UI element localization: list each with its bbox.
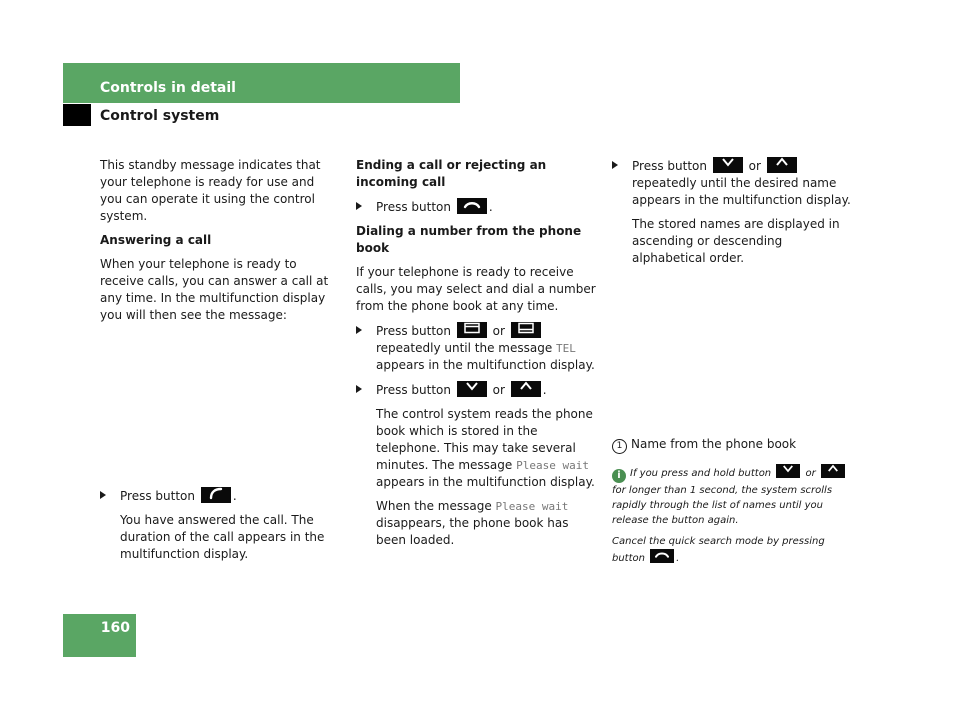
chevron-down-icon [457,381,487,397]
display-message-please-wait: Please wait [516,459,589,472]
info-icon: i [612,469,626,483]
section-marker [63,104,91,126]
figure-caption: 1 Name from the phone book [612,437,796,454]
column-left [100,157,340,570]
note-hold-button: i If you press and hold button or for longer than 1 second, the system scrolls rapidly through the list of names until you release the button again. [612,464,852,528]
info-note [612,464,852,572]
step-select-name: Press button or repeatedly until the desired name appears in the multifunction display. [612,157,852,209]
heading-dialing: Dialing a number from the phone book [356,224,582,255]
page-number: 160 [63,614,136,657]
bullet-arrow-icon [100,491,106,499]
section-title: Controls in detail [100,80,236,96]
answer-result: You have answered the call. The duration of the call appears in the multifunction display. [120,513,325,561]
column-right [612,157,852,274]
bullet-arrow-icon [612,161,618,169]
step-hangup: Press button . [356,198,599,216]
display-message-please-wait: Please wait [495,500,569,513]
phone-hangup-icon [457,198,487,214]
heading-answering: Answering a call [100,233,212,247]
display-message-tel: TEL [556,342,576,355]
step-scroll: Press button or . [356,381,599,399]
phone-answer-icon [201,487,231,503]
display-image-placeholder [100,331,340,487]
answering-text: When your telephone is ready to receive calls, you can answer a call at any time. In the multifunction display you will then see the message: [100,257,329,322]
section-subtitle: Control system [100,108,220,124]
chevron-up-icon [821,464,845,478]
display-prev-icon [457,322,487,338]
bullet-arrow-icon [356,202,362,210]
step-answer: Press button . [100,487,340,505]
phone-hangup-icon [650,549,674,563]
chevron-up-icon [511,381,541,397]
heading-ending: Ending a call or rejecting an incoming call [356,158,547,189]
display-next-icon [511,322,541,338]
chevron-down-icon [776,464,800,478]
intro-text: This standby message indicates that your telephone is ready for use and you can operate it using the control system. [100,158,321,223]
bullet-arrow-icon [356,385,362,393]
chevron-up-icon [767,157,797,173]
note-cancel-search: Cancel the quick search mode by pressing button . [612,536,825,564]
dialing-text: If your telephone is ready to receive calls, you may select and dial a number from the phone book at any time. [356,265,596,313]
phonebook-loaded-text: When the message Please wait disappears, the phone book has been loaded. [376,499,569,547]
chevron-down-icon [713,157,743,173]
names-order-text: The stored names are displayed in ascending or descending alphabetical order. [632,217,840,265]
phonebook-reading-text: The control system reads the phone book which is stored in the telephone. This may take several minutes. The message Please wait appears in the multifunction display. [376,407,595,489]
step-select-tel: Press button or repeatedly until the message TEL appears in the multifunction display. [356,322,599,374]
bullet-arrow-icon [356,326,362,334]
column-middle [356,157,599,556]
callout-number: 1 [612,439,627,454]
